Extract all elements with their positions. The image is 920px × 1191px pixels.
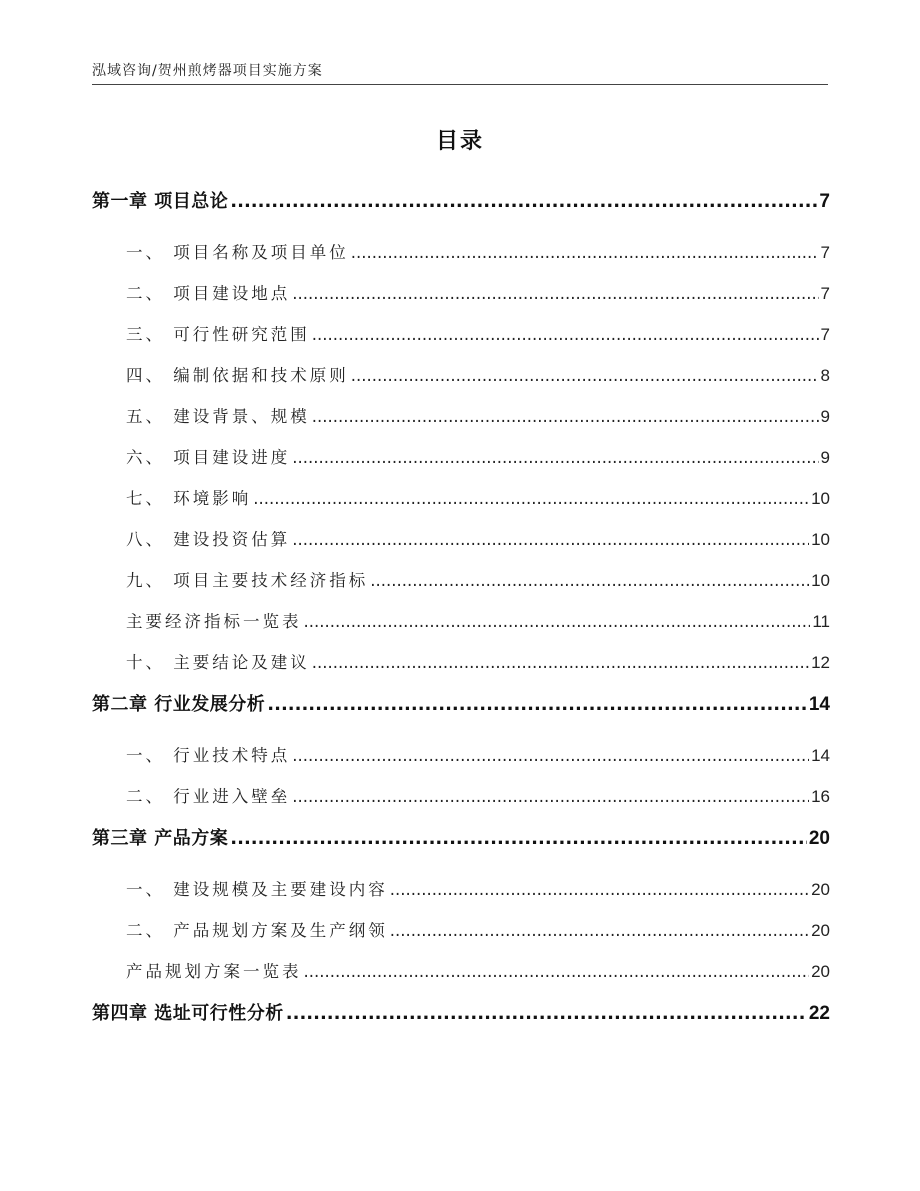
dot-leader	[312, 396, 819, 437]
toc-entry-page: 9	[820, 407, 830, 426]
toc-entry-page: 20	[811, 921, 830, 940]
toc-entry-label: 一、 建设规模及主要建设内容	[126, 880, 388, 899]
toc-entry[interactable]	[92, 776, 830, 817]
running-header: 泓域咨询/贺州煎烤器项目实施方案	[92, 63, 323, 79]
toc-entry-label: 第二章 行业发展分析	[92, 694, 266, 715]
toc-entry[interactable]	[92, 735, 830, 776]
toc-entry-label: 第三章 产品方案	[92, 828, 229, 849]
dot-leader	[390, 910, 809, 951]
dot-leader	[292, 273, 818, 314]
dot-leader	[292, 776, 809, 817]
toc-entry-page: 9	[820, 448, 830, 467]
toc-entry-label: 八、 建设投资估算	[126, 530, 291, 549]
toc-entry-page: 14	[808, 694, 830, 715]
toc-entry-page: 8	[820, 366, 830, 385]
dot-leader	[292, 735, 809, 776]
dot-leader	[312, 642, 809, 683]
toc-entry[interactable]	[92, 314, 830, 355]
toc-entry-label: 第一章 项目总论	[92, 191, 229, 212]
toc-title: 目录	[435, 129, 484, 154]
toc-entry-label: 一、 行业技术特点	[126, 746, 291, 765]
toc-entry-page: 14	[811, 746, 830, 765]
toc-entry-page: 10	[811, 489, 830, 508]
toc-entry-page: 7	[819, 191, 830, 212]
toc-entry-label: 第四章 选址可行性分析	[92, 1003, 284, 1024]
toc-entry-page: 20	[811, 880, 830, 899]
toc-entry-label: 二、 项目建设地点	[126, 284, 291, 303]
toc-entry[interactable]	[92, 273, 830, 314]
toc-entry-page: 7	[820, 284, 830, 303]
toc-entry[interactable]	[92, 437, 830, 478]
dot-leader	[292, 519, 809, 560]
dot-leader	[292, 437, 818, 478]
toc-entry[interactable]	[92, 232, 830, 273]
header-divider	[92, 84, 828, 85]
toc-entry[interactable]	[92, 396, 830, 437]
dot-leader	[230, 817, 807, 861]
dot-leader	[351, 232, 819, 273]
toc-entry-label: 产品规划方案一览表	[126, 962, 302, 981]
toc-entry[interactable]	[92, 355, 830, 396]
toc-entry[interactable]	[92, 519, 830, 560]
toc-entry-label: 四、 编制依据和技术原则	[126, 366, 349, 385]
toc-entry-page: 16	[811, 787, 830, 806]
toc-entry-label: 七、 环境影响	[126, 489, 252, 508]
toc-entry-label: 三、 可行性研究范围	[126, 325, 310, 344]
toc-entry-page: 20	[808, 828, 830, 849]
toc-entry[interactable]	[92, 951, 830, 992]
dot-leader	[370, 560, 809, 601]
toc-entry-label: 主要经济指标一览表	[126, 612, 302, 631]
toc-entry-page: 22	[808, 1003, 830, 1024]
toc-entry-label: 九、 项目主要技术经济指标	[126, 571, 369, 590]
toc-entry-page: 12	[811, 653, 830, 672]
dot-leader	[304, 601, 811, 642]
toc-entry-label: 五、 建设背景、规模	[126, 407, 310, 426]
toc-entry-label: 二、 行业进入壁垒	[126, 787, 291, 806]
toc-entry-page: 11	[812, 612, 830, 631]
dot-leader	[304, 951, 810, 992]
dot-leader	[267, 683, 807, 727]
toc-entry-page: 10	[811, 571, 830, 590]
toc-entry-page: 10	[811, 530, 830, 549]
toc-entry-label: 六、 项目建设进度	[126, 448, 291, 467]
toc-entry-page: 20	[811, 962, 830, 981]
table-of-contents	[92, 180, 830, 1044]
toc-entry-chapter[interactable]	[92, 817, 830, 869]
toc-entry-label: 二、 产品规划方案及生产纲领	[126, 921, 388, 940]
toc-entry[interactable]	[92, 601, 830, 642]
dot-leader	[312, 314, 819, 355]
dot-leader	[253, 478, 809, 519]
toc-entry[interactable]	[92, 478, 830, 519]
toc-entry-page: 7	[820, 325, 830, 344]
toc-entry[interactable]	[92, 869, 830, 910]
toc-entry-label: 十、 主要结论及建议	[126, 653, 310, 672]
dot-leader	[351, 355, 819, 396]
toc-entry[interactable]	[92, 560, 830, 601]
dot-leader	[390, 869, 809, 910]
dot-leader	[230, 180, 817, 224]
toc-entry-chapter[interactable]	[92, 992, 830, 1044]
toc-entry[interactable]	[92, 910, 830, 951]
toc-entry-label: 一、 项目名称及项目单位	[126, 243, 349, 262]
toc-entry-chapter[interactable]	[92, 180, 830, 232]
dot-leader	[286, 992, 807, 1036]
toc-entry-page: 7	[820, 243, 830, 262]
toc-entry-chapter[interactable]	[92, 683, 830, 735]
toc-entry[interactable]	[92, 642, 830, 683]
